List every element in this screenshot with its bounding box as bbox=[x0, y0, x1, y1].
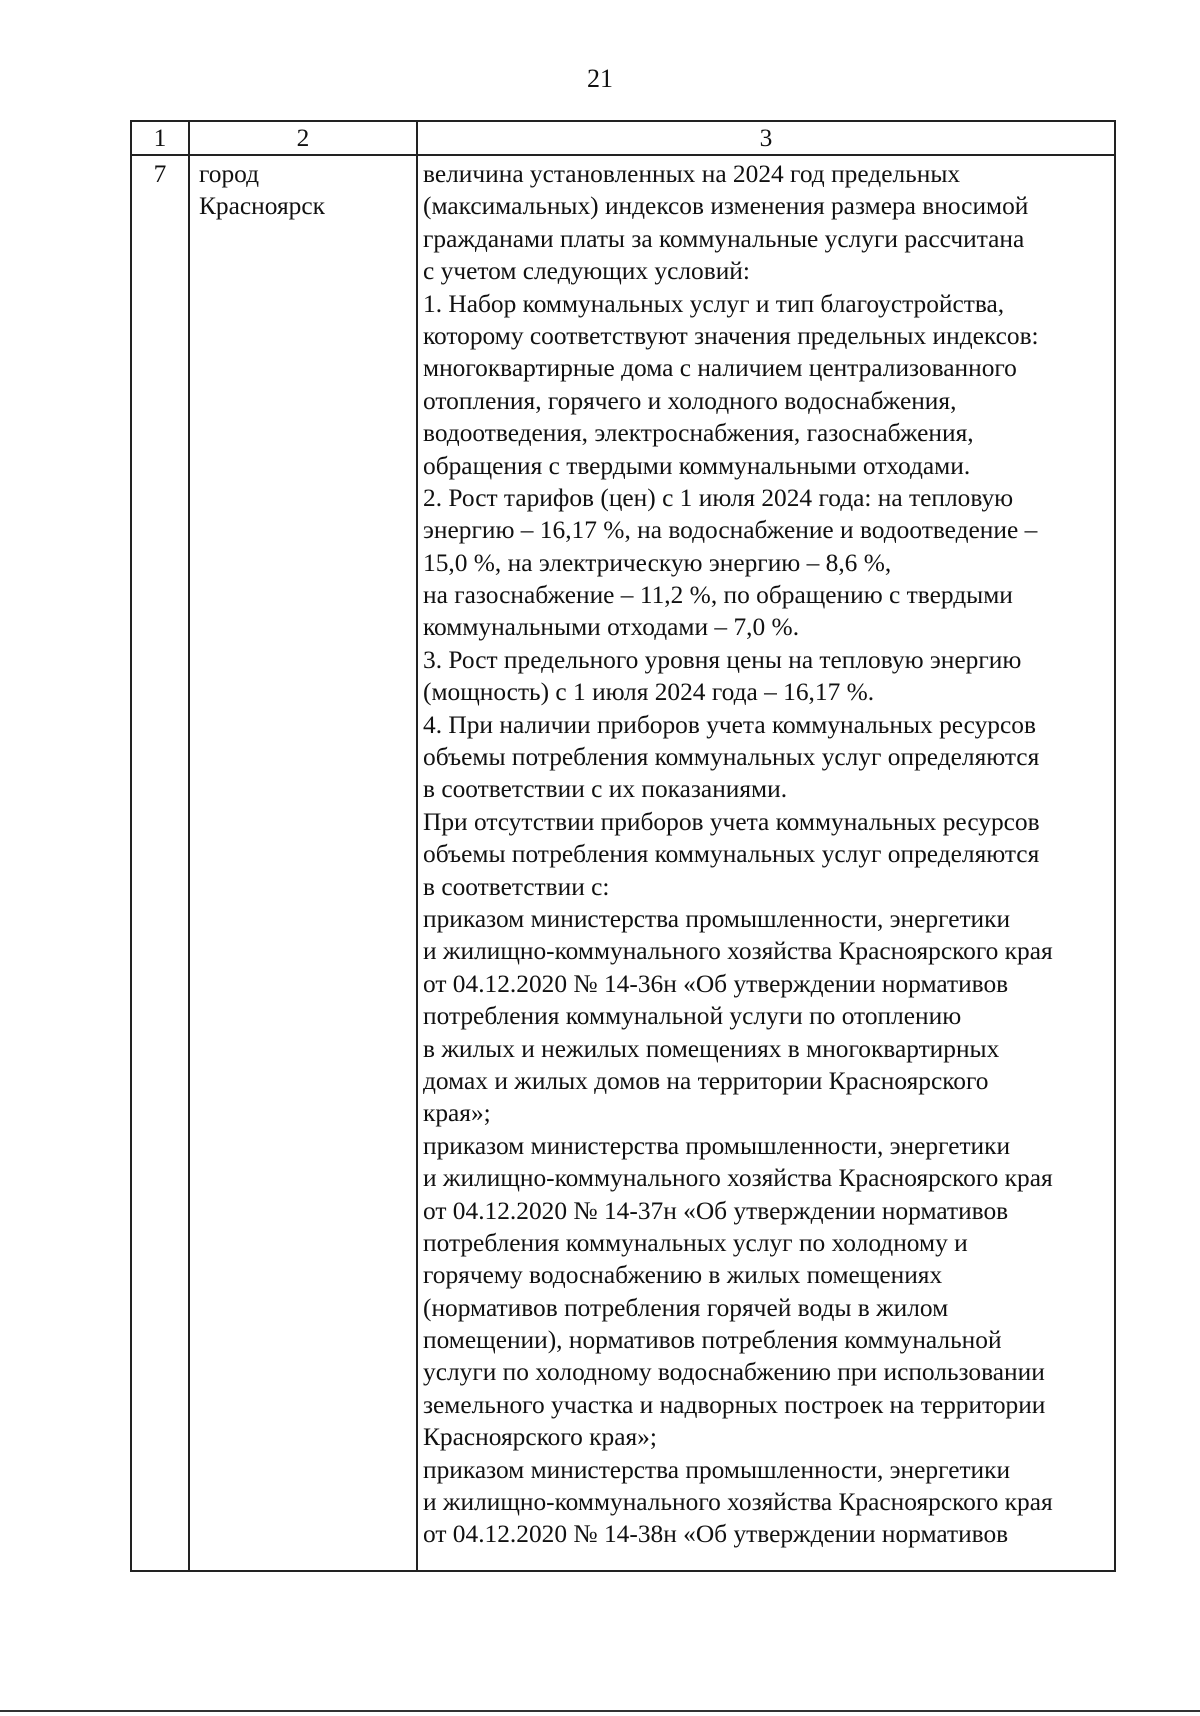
description-line: водоотведения, электроснабжения, газоснабжения, bbox=[423, 419, 974, 448]
municipality-line: город bbox=[199, 160, 260, 188]
description-line: в жилых и нежилых помещениях в многоквартирных bbox=[423, 1034, 1000, 1063]
description-line: 4. При наличии приборов учета коммунальных ресурсов bbox=[423, 710, 1036, 739]
description-line: приказом министерства промышленности, энергетики bbox=[423, 1131, 1011, 1160]
table-header-row bbox=[131, 121, 1115, 155]
column-header-2: 2 bbox=[189, 121, 417, 155]
description-line: с учетом следующих условий: bbox=[423, 257, 750, 286]
row-number: 7 bbox=[131, 155, 189, 1571]
description-line: в соответствии с: bbox=[423, 872, 610, 901]
document-table bbox=[130, 120, 1116, 1572]
description-line: и жилищно-коммунального хозяйства Красноярского края bbox=[423, 937, 1053, 966]
description-line: края»; bbox=[423, 1099, 491, 1128]
description-line: Красноярского края»; bbox=[423, 1423, 657, 1452]
description-line: 15,0 %, на электрическую энергию – 8,6 %, bbox=[423, 548, 892, 577]
description-line: земельного участка и надворных построек на территории bbox=[423, 1390, 1046, 1419]
description-line: 1. Набор коммунальных услуг и тип благоустройства, bbox=[423, 289, 1005, 318]
description-line: отопления, горячего и холодного водоснабжения, bbox=[423, 386, 957, 415]
municipality-line: Красноярск bbox=[199, 192, 325, 220]
municipality-cell bbox=[189, 155, 417, 1571]
description-line: объемы потребления коммунальных услуг определяются bbox=[423, 743, 1040, 772]
description-line: При отсутствии приборов учета коммунальных ресурсов bbox=[423, 807, 1040, 836]
description-line: от 04.12.2020 № 14-37н «Об утверждении нормативов bbox=[423, 1196, 1009, 1225]
description-line: от 04.12.2020 № 14-38н «Об утверждении нормативов bbox=[423, 1520, 1009, 1549]
description-line: величина установленных на 2024 год предельных bbox=[423, 160, 961, 188]
description-line: от 04.12.2020 № 14-36н «Об утверждении нормативов bbox=[423, 969, 1009, 998]
description-line: потребления коммунальной услуги по отоплению bbox=[423, 1002, 962, 1031]
description-line: (максимальных) индексов изменения размера вносимой bbox=[423, 192, 1029, 221]
description-line: и жилищно-коммунального хозяйства Красноярского края bbox=[423, 1488, 1053, 1517]
description-line: помещении), нормативов потребления коммунальной bbox=[423, 1326, 1002, 1355]
description-line: 2. Рост тарифов (цен) с 1 июля 2024 года: на тепловую bbox=[423, 483, 1014, 512]
description-line: в соответствии с их показаниями. bbox=[423, 775, 788, 804]
description-line: гражданами платы за коммунальные услуги рассчитана bbox=[423, 224, 1025, 253]
description-line: домах и жилых домов на территории Красноярского bbox=[423, 1066, 989, 1095]
description-line: потребления коммунальных услуг по холодному и bbox=[423, 1228, 968, 1257]
description-line: объемы потребления коммунальных услуг определяются bbox=[423, 840, 1040, 869]
page-bottom-rule bbox=[0, 1710, 1200, 1712]
description-line: приказом министерства промышленности, энергетики bbox=[423, 904, 1011, 933]
description-line: услуги по холодному водоснабжению при использовании bbox=[423, 1358, 1045, 1387]
description-line: обращения с твердыми коммунальными отходами. bbox=[423, 451, 971, 480]
description-line: которому соответствуют значения предельных индексов: bbox=[423, 321, 1039, 350]
description-line: 3. Рост предельного уровня цены на тепловую энергию bbox=[423, 645, 1022, 674]
description-line: многоквартирные дома с наличием централизованного bbox=[423, 354, 1017, 383]
description-line: горячему водоснабжению в жилых помещениях bbox=[423, 1261, 943, 1290]
description-line: коммунальными отходами – 7,0 %. bbox=[423, 613, 800, 642]
column-header-1: 1 bbox=[131, 121, 189, 155]
column-header-3: 3 bbox=[417, 121, 1115, 155]
description-line: и жилищно-коммунального хозяйства Красноярского края bbox=[423, 1164, 1053, 1193]
table-row bbox=[131, 155, 1115, 1571]
description-line: энергию – 16,17 %, на водоснабжение и водоотведение – bbox=[423, 516, 1038, 545]
description-line: (нормативов потребления горячей воды в жилом bbox=[423, 1293, 949, 1322]
description-cell bbox=[417, 155, 1115, 1571]
description-line: (мощность) с 1 июля 2024 года – 16,17 %. bbox=[423, 678, 875, 707]
description-line: на газоснабжение – 11,2 %, по обращению с твердыми bbox=[423, 581, 1013, 610]
description-line: приказом министерства промышленности, энергетики bbox=[423, 1455, 1011, 1484]
page-number: 21 bbox=[587, 64, 613, 93]
